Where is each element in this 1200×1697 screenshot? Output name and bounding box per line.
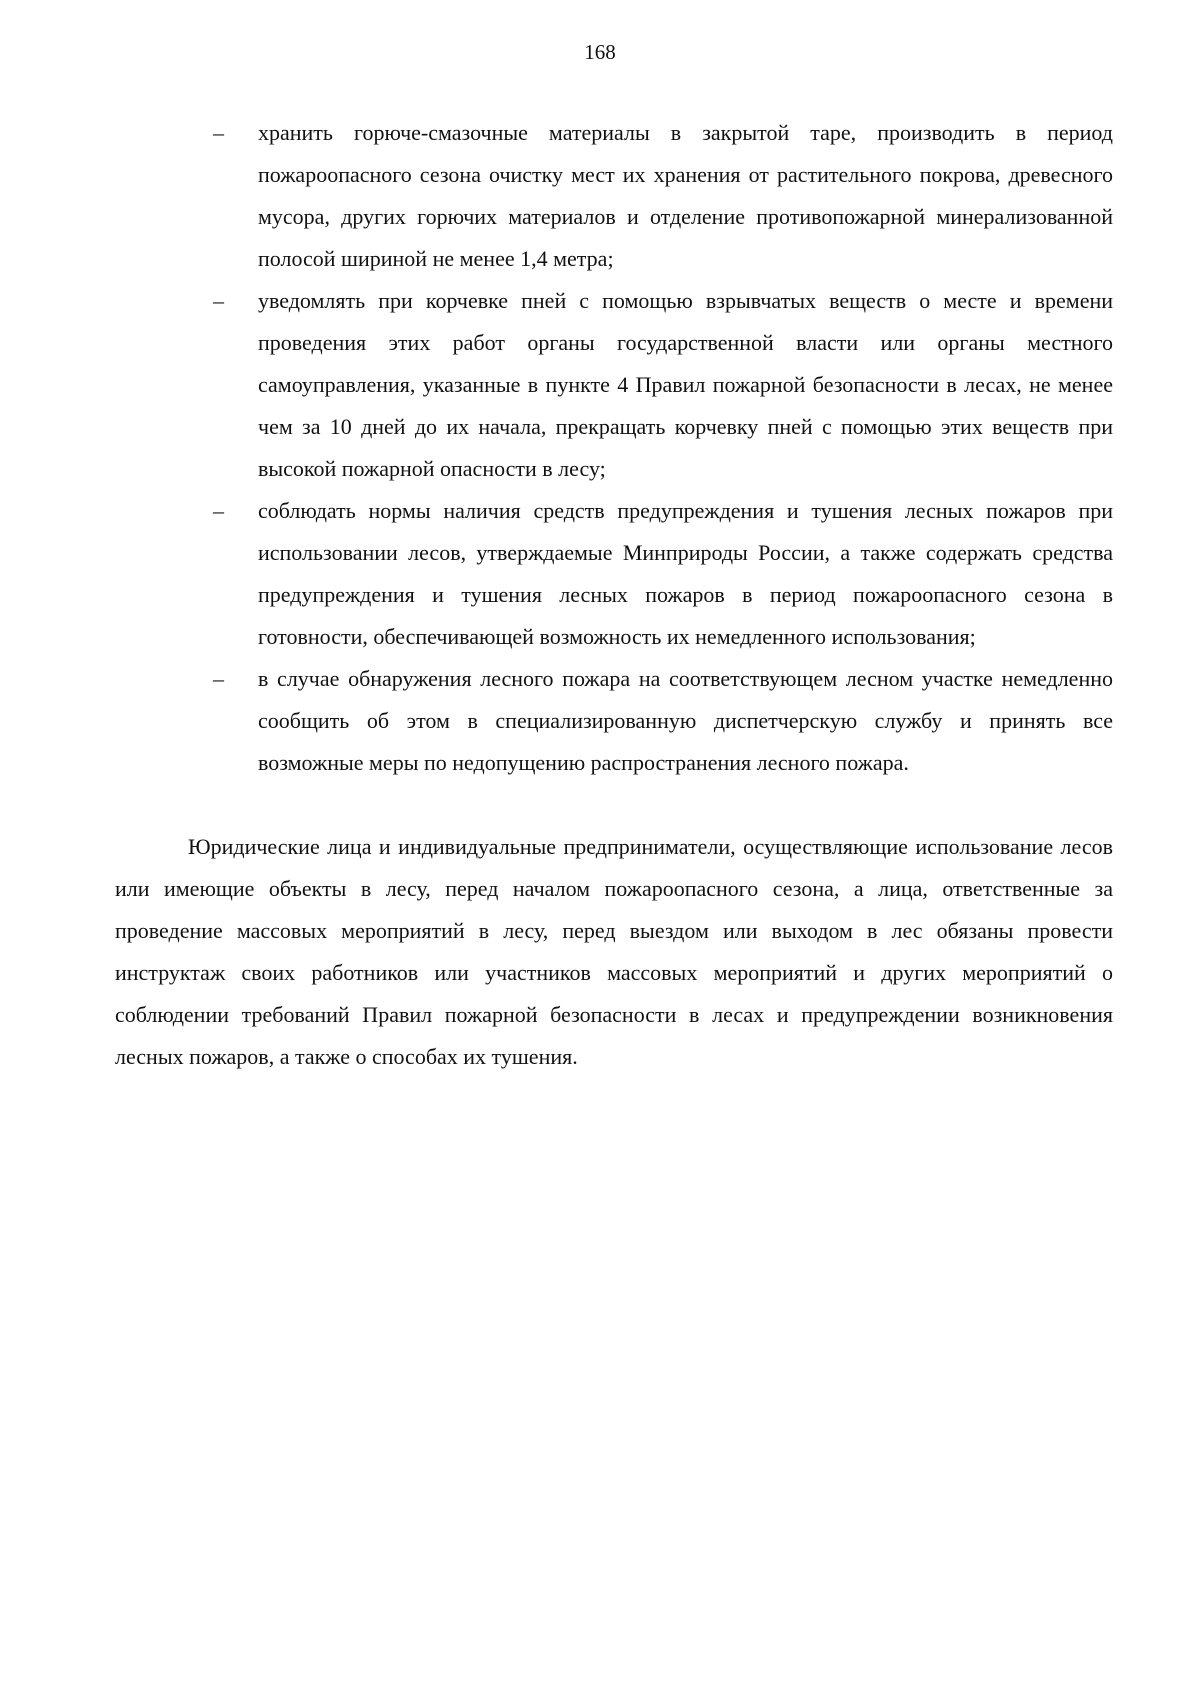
list-item xyxy=(213,112,1113,280)
list-item-text: соблюдать нормы наличия средств предупреждения и тушения лесных пожаров при использовании лесов, утверждаемые Минприроды России, а также содержать средства предупреждения и тушения лесных пожаров в период пожароопасного сезона в готовности, обеспечивающей возможность их немедленного использования; xyxy=(258,498,1113,649)
list-dash: – xyxy=(213,666,224,691)
list-item-text: уведомлять при корчевке пней с помощью взрывчатых веществ о месте и времени проведения этих работ органы государственной власти или органы местного самоуправления, указанные в пункте 4 Правил пожарной безопасности в лесах, не менее чем за 10 дней до их начала, прекращать корчевку пней с помощью этих веществ при высокой пожарной опасности в лесу; xyxy=(258,288,1113,481)
body-paragraph: Юридические лица и индивидуальные предприниматели, осуществляющие использование лесов или имеющие объекты в лесу, перед началом пожароопасного сезона, а лица, ответственные за проведение массовых мероприятий в лесу, перед выездом или выходом в лес обязаны провести инструктаж своих работников или участников массовых мероприятий и других мероприятий о соблюдении требований Правил пожарной безопасности в лесах и предупреждении возникновения лесных пожаров, а также о способах их тушения. xyxy=(115,834,1113,1069)
list-item-text: хранить горюче-смазочные материалы в закрытой таре, производить в период пожароопасного сезона очистку мест их хранения от растительного покрова, древесного мусора, других горючих материалов и отделение противопожарной минерализованной полосой шириной не менее 1,4 метра; xyxy=(258,120,1113,271)
list-item xyxy=(213,490,1113,658)
list-item-text: в случае обнаружения лесного пожара на соответствующем лесном участке немедленно сообщить об этом в специализированную диспетчерскую службу и принять все возможные меры по недопущению распространения лесного пожара. xyxy=(258,666,1113,775)
list-item xyxy=(213,280,1113,490)
list-dash: – xyxy=(213,498,224,523)
requirements-list xyxy=(213,112,1113,784)
list-item xyxy=(213,658,1113,784)
list-dash: – xyxy=(213,120,224,145)
page-number: 168 xyxy=(584,40,616,64)
list-dash: – xyxy=(213,288,224,313)
